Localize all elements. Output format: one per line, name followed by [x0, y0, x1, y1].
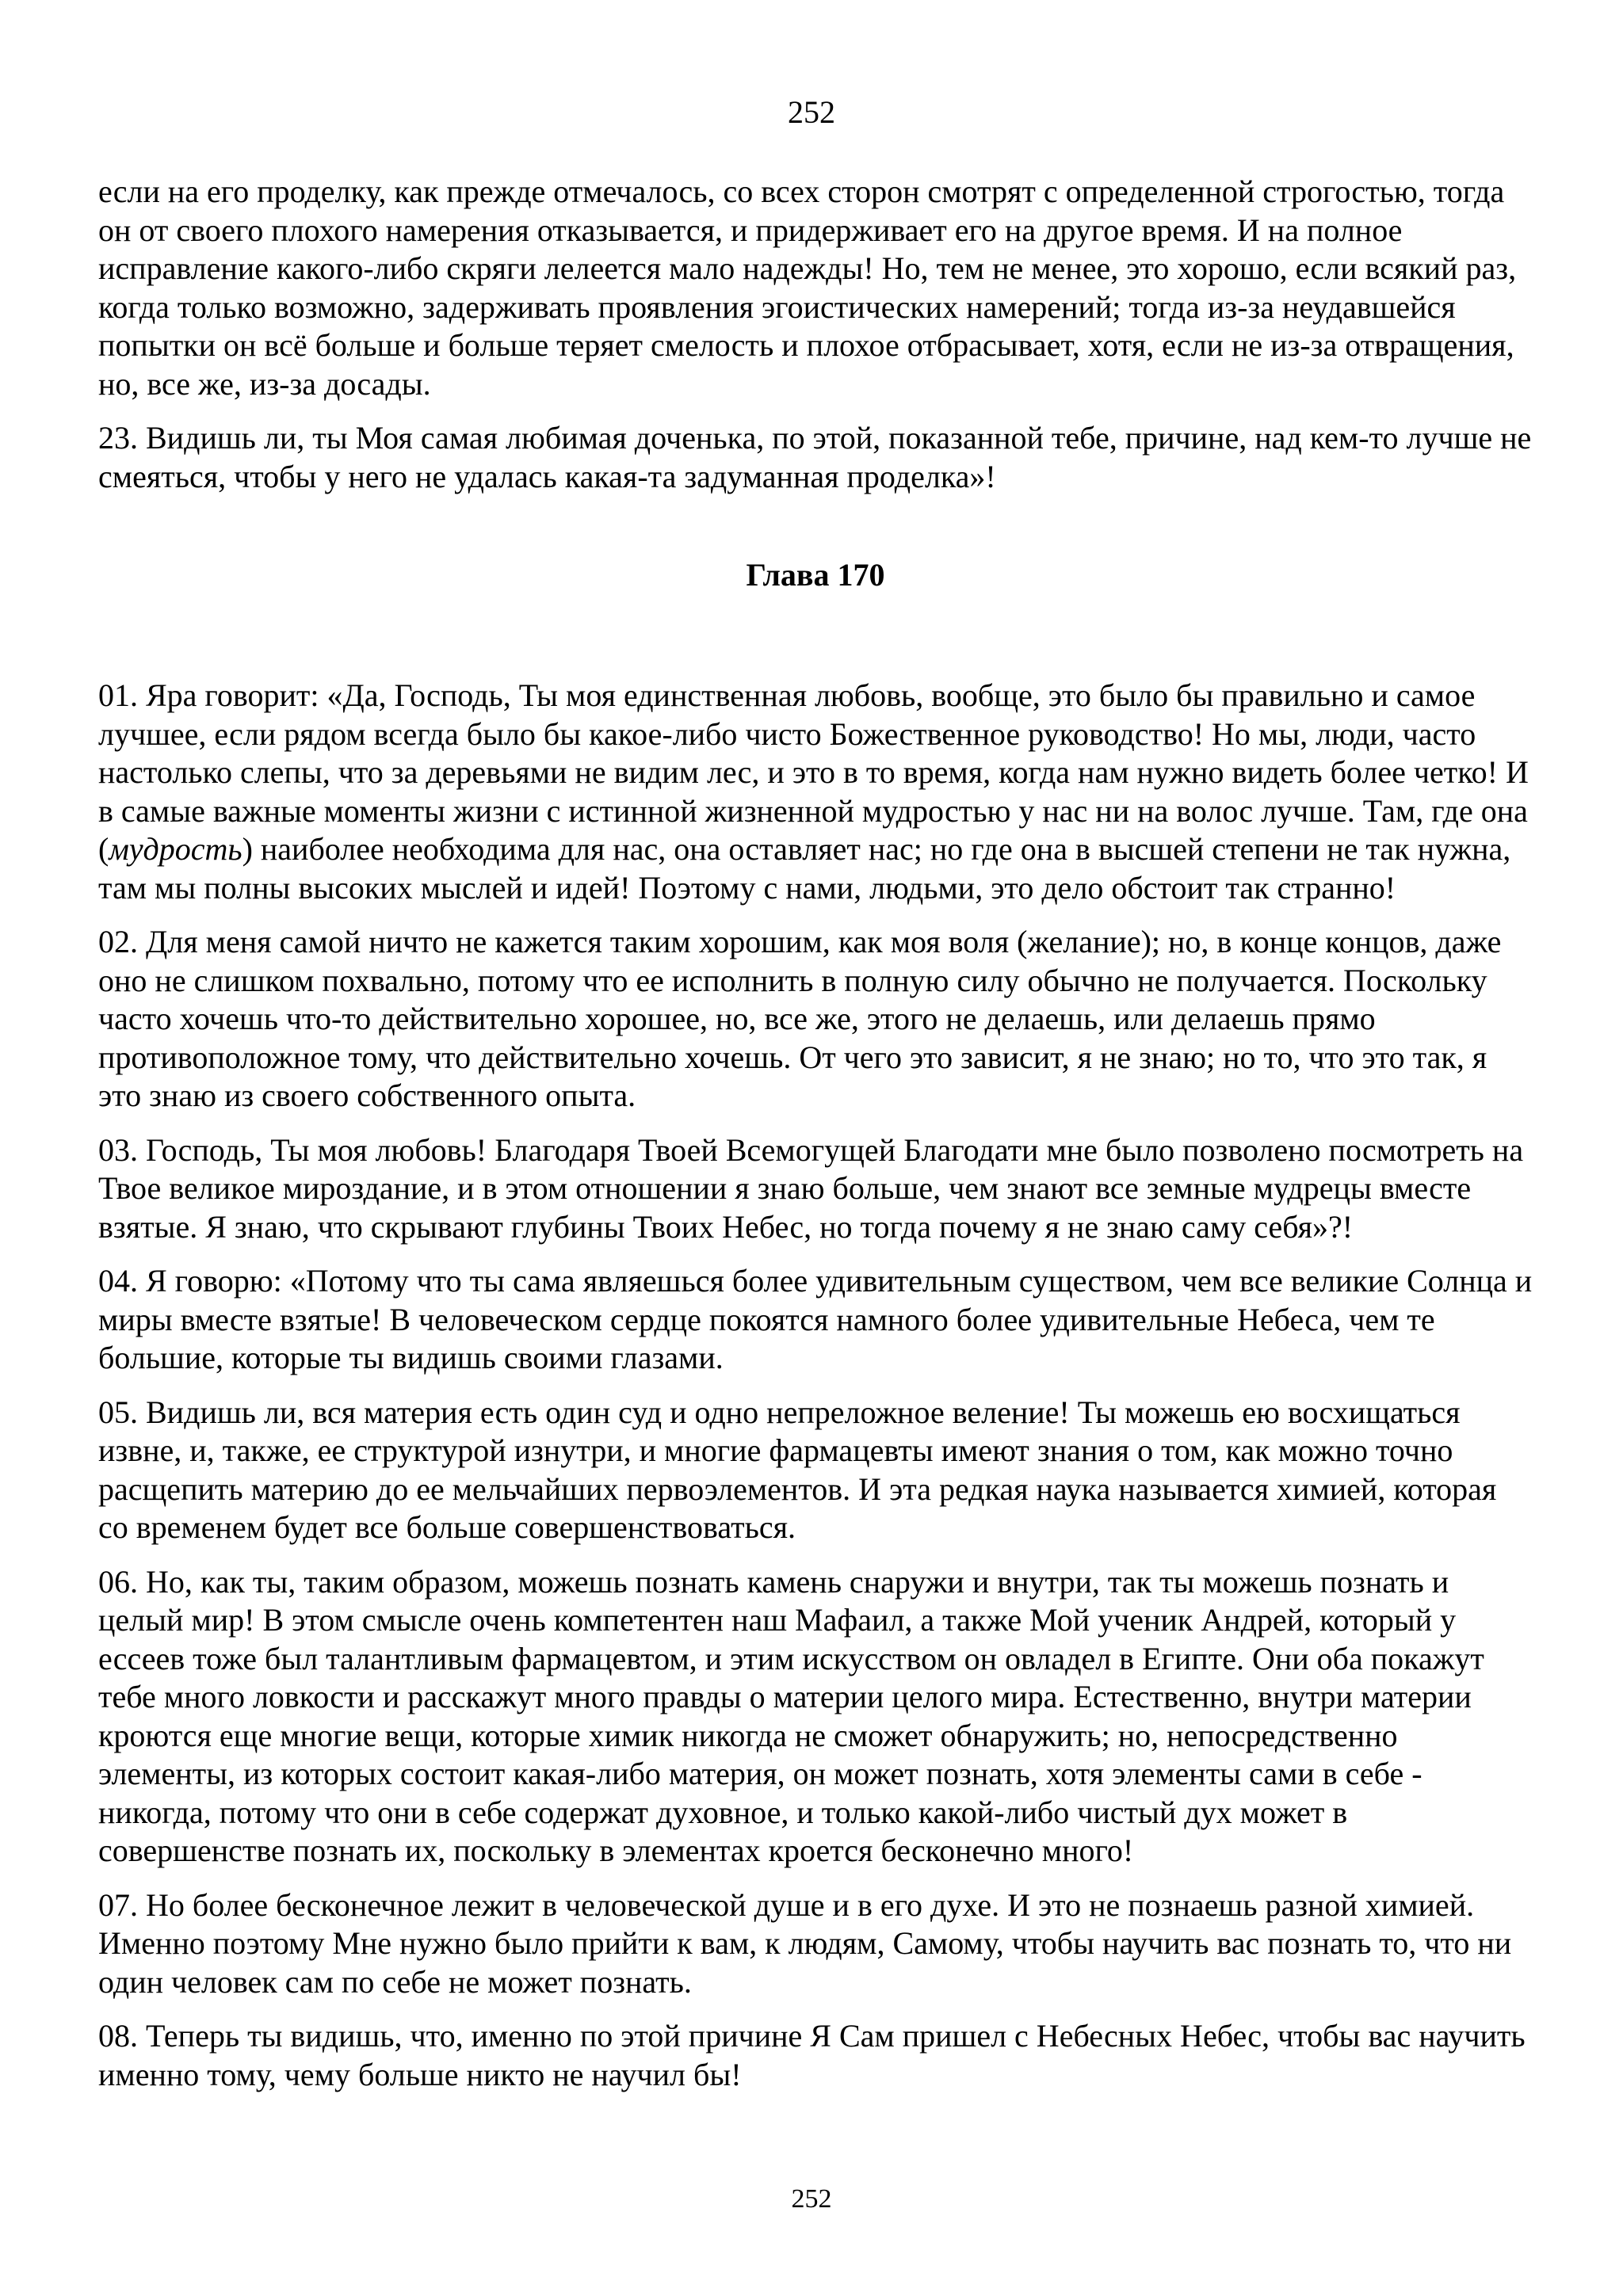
verse-02: 02. Для меня самой ничто не кажется таким хорошим, как моя воля (желание); но, в конце концов, даже оно не слишком похвально, потому что ее исполнить в полную силу обычно не получается. Поскольку часто хочешь что-то действительно хорошее, но, все же, этого не делаешь, или делаешь прямо противоположное тому, что действительно хочешь. От чего это зависит, я не знаю; но то, что это так, я это знаю из своего собственного опыта.: [98, 924, 1502, 1113]
continuation-paragraph: если на его проделку, как прежде отмечалось, со всех сторон смотрят с определенной строгостью, тогда он от своего плохого намерения отказывается, и придерживает его на другое время. И на полное исправление какого-либо скряги лелеется мало надежды! Но, тем не менее, это хорошо, если всякий раз, когда только возможно, задерживать проявления эгоистических намерений; тогда из-за неудавшейся попытки он всё больше и больше теряет смелость и плохое отбрасывает, хотя, если не из-за отвращения, но, все же, из-за досады.: [98, 174, 1517, 402]
verse-05: 05. Видишь ли, вся материя есть один суд и одно непреложное веление! Ты можешь ею восхищаться извне, и, также, ее структурой изнутри, и многие фармацевты имеют знания о том, как можно точно расщепить материю до ее мельчайших первоэлементов. И эта редкая наука называется химией, которая со временем будет все больше совершенствоваться.: [98, 1394, 1497, 1545]
page-number-top: 252: [788, 94, 835, 130]
page-body: [98, 173, 1533, 2110]
verse-01-text-after: ) наиболее необходима для нас, она оставляет нас; но где она в высшей степени не так нужна, там мы полны высоких мыслей и идей! Поэтому с нами, людьми, это дело обстоит так странно!: [98, 831, 1511, 906]
verse-01-emphasis: мудрость: [109, 831, 242, 867]
verse-23: 23. Видишь ли, ты Моя самая любимая доченька, по этой, показанной тебе, причине, над кем-то лучше не смеяться, чтобы у него не удалась какая-та задуманная проделка»!: [98, 420, 1532, 494]
page-number-bottom: 252: [791, 2184, 832, 2214]
verse-01-text-before: 01. Яра говорит: «Да, Господь, Ты моя единственная любовь, вообще, это было бы правильно и самое лучшее, если рядом всегда было бы какое-либо чисто Божественное руководство! Но мы, люди, часто настолько слепы, что за деревьями не видим лес, и это в то время, когда нам нужно видеть более четко! И в самые важные моменты жизни с истинной жизненной мудростью у нас ни на волос лучше. Там, где она (: [98, 677, 1529, 867]
verse-01: [98, 677, 1533, 907]
verse-04: 04. Я говорю: «Потому что ты сама являешься более удивительным существом, чем все великие Солнца и миры вместе взятые! В человеческом сердце покоятся намного более удивительные Небеса, чем те большие, которые ты видишь своими глазами.: [98, 1263, 1533, 1375]
chapter-title: Глава 170: [746, 557, 885, 593]
verse-07: 07. Но более бесконечное лежит в человеческой душе и в его духе. И это не познаешь разной химией. Именно поэтому Мне нужно было прийти к вам, к людям, Самому, чтобы научить вас познать то, что ни один человек сам по себе не может познать.: [98, 1886, 1512, 2000]
verse-08: 08. Теперь ты видишь, что, именно по этой причине Я Сам пришел с Небесных Небес, чтобы вас научить именно тому, чему больше никто не научил бы!: [98, 2018, 1526, 2092]
verse-03: 03. Господь, Ты моя любовь! Благодаря Твоей Всемогущей Благодати мне было позволено посмотреть на Твое великое мироздание, и в этом отношении я знаю больше, чем знают все земные мудрецы вместе взятые. Я знаю, что скрывают глубины Твоих Небес, но тогда почему я не знаю саму себя»?!: [98, 1131, 1524, 1245]
verse-06: 06. Но, как ты, таким образом, можешь познать камень снаружи и внутри, так ты можешь познать и целый мир! В этом смысле очень компетентен наш Мафаил, а также Мой ученик Андрей, который у ессеев тоже был талантливым фармацевтом, и этим искусством он овладел в Египте. Они оба покажут тебе много ловкости и расскажут много правды о материи целого мира. Естественно, внутри материи кроются еще многие вещи, которые химик никогда не сможет обнаружить; но, непосредственно элементы, из которых состоит какая-либо материя, он может познать, хотя элементы сами в себе - никогда, потому что они в себе содержат духовное, и только какой-либо чистый дух может в совершенстве познать их, поскольку в элементах кроется бесконечно много!: [98, 1563, 1484, 1868]
